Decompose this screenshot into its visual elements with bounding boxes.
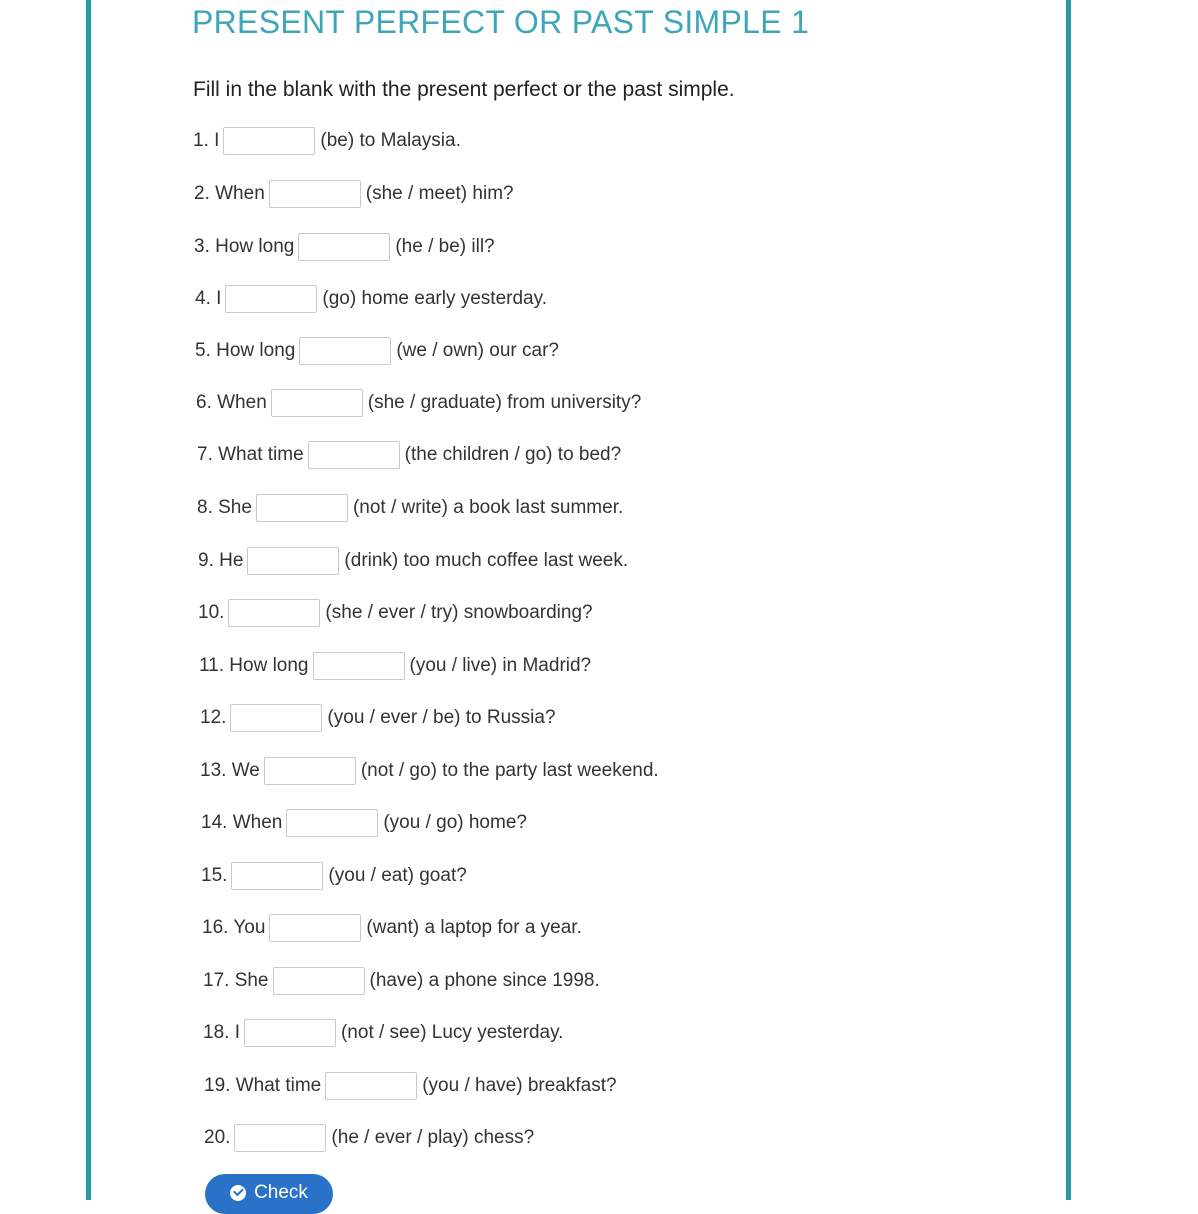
answer-input[interactable] — [256, 494, 348, 522]
question-row — [200, 754, 659, 788]
question-prefix: 10. — [198, 602, 225, 623]
question-prefix: 14. When — [201, 812, 283, 833]
question-prefix: 11. How long — [199, 655, 309, 676]
question-row — [201, 806, 527, 840]
question-prefix: 6. When — [196, 392, 267, 413]
question-prefix: 9. He — [198, 550, 244, 571]
question-suffix: (you / ever / be) to Russia? — [327, 707, 556, 728]
question-row — [199, 649, 591, 683]
answer-input[interactable] — [273, 967, 365, 995]
question-suffix: (go) home early yesterday. — [322, 288, 547, 309]
question-suffix: (not / see) Lucy yesterday. — [340, 1022, 564, 1043]
answer-input[interactable] — [231, 862, 323, 890]
answer-input[interactable] — [313, 652, 405, 680]
question-row — [202, 911, 582, 945]
question-suffix: (have) a phone since 1998. — [369, 970, 600, 991]
question-row — [197, 438, 621, 472]
answer-input[interactable] — [264, 757, 356, 785]
question-suffix: (she / meet) him? — [365, 183, 514, 204]
question-row — [193, 124, 461, 158]
question-row — [203, 964, 600, 998]
question-row — [198, 544, 628, 578]
question-row — [198, 596, 593, 630]
question-suffix: (you / live) in Madrid? — [409, 655, 592, 676]
answer-input[interactable] — [247, 547, 339, 575]
question-suffix: (he / be) ill? — [395, 236, 495, 257]
answer-input[interactable] — [244, 1019, 336, 1047]
answer-input[interactable] — [269, 180, 361, 208]
answer-input[interactable] — [228, 599, 320, 627]
right-frame-border — [1066, 0, 1071, 1200]
question-suffix: (she / ever / try) snowboarding? — [325, 602, 593, 623]
question-suffix: (we / own) our car? — [396, 340, 559, 361]
question-row — [197, 491, 623, 525]
question-suffix: (be) to Malaysia. — [320, 130, 461, 151]
question-suffix: (he / ever / play) chess? — [331, 1127, 535, 1148]
question-prefix: 19. What time — [204, 1075, 322, 1096]
question-prefix: 13. We — [200, 760, 260, 781]
question-suffix: (not / go) to the party last weekend. — [360, 760, 659, 781]
question-suffix: (the children / go) to bed? — [404, 444, 622, 465]
question-prefix: 12. — [200, 707, 227, 728]
question-suffix: (you / go) home? — [383, 812, 527, 833]
question-suffix: (drink) too much coffee last week. — [344, 550, 629, 571]
answer-input[interactable] — [286, 809, 378, 837]
question-prefix: 18. I — [203, 1022, 240, 1043]
question-suffix: (she / graduate) from university? — [367, 392, 642, 413]
question-row — [194, 230, 495, 264]
question-suffix: (want) a laptop for a year. — [366, 917, 582, 938]
answer-input[interactable] — [225, 285, 317, 313]
question-row — [203, 1016, 563, 1050]
check-button-label: Check — [254, 1182, 308, 1203]
question-suffix: (you / eat) goat? — [328, 865, 467, 886]
answer-input[interactable] — [308, 441, 400, 469]
question-prefix: 2. When — [194, 183, 265, 204]
question-row — [201, 859, 467, 893]
answer-input[interactable] — [269, 914, 361, 942]
question-row — [195, 282, 547, 316]
question-suffix: (you / have) breakfast? — [422, 1075, 617, 1096]
answer-input[interactable] — [234, 1124, 326, 1152]
question-prefix: 16. You — [202, 917, 266, 938]
question-prefix: 3. How long — [194, 236, 295, 257]
question-prefix: 7. What time — [197, 444, 304, 465]
answer-input[interactable] — [299, 337, 391, 365]
question-prefix: 20. — [204, 1127, 231, 1148]
question-row — [195, 334, 559, 368]
answer-input[interactable] — [271, 389, 363, 417]
instructions-text: Fill in the blank with the present perfect or the past simple. — [193, 78, 735, 101]
question-row — [204, 1069, 617, 1103]
answer-input[interactable] — [230, 704, 322, 732]
question-prefix: 15. — [201, 865, 228, 886]
question-row — [204, 1121, 534, 1155]
question-prefix: 4. I — [195, 288, 222, 309]
page-title: PRESENT PERFECT OR PAST SIMPLE 1 — [192, 4, 810, 40]
check-circle-icon — [230, 1185, 246, 1201]
answer-input[interactable] — [298, 233, 390, 261]
question-prefix: 8. She — [197, 497, 252, 518]
answer-input[interactable] — [223, 127, 315, 155]
question-prefix: 17. She — [203, 970, 269, 991]
question-row — [194, 177, 514, 211]
question-prefix: 5. How long — [195, 340, 296, 361]
question-suffix: (not / write) a book last summer. — [352, 497, 624, 518]
check-button[interactable] — [205, 1174, 333, 1214]
question-row — [200, 701, 556, 735]
question-prefix: 1. I — [193, 130, 220, 151]
answer-input[interactable] — [325, 1072, 417, 1100]
question-row — [196, 386, 641, 420]
